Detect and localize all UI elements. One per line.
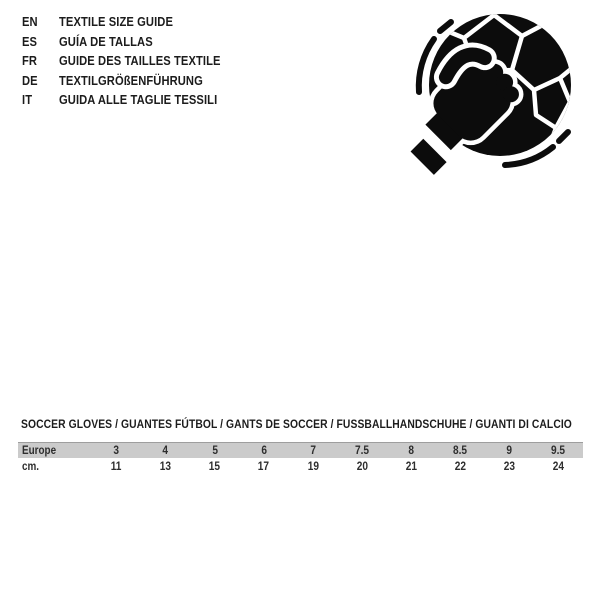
size-value: 6 — [261, 444, 267, 457]
cm-value: 21 — [405, 460, 417, 473]
size-value: 5 — [211, 444, 218, 457]
language-label: GUÍA DE TALLAS — [59, 33, 153, 49]
language-code: ES — [22, 33, 38, 49]
language-row-es — [22, 32, 247, 52]
size-value: 3 — [113, 444, 120, 457]
row-label: Europe — [22, 444, 57, 457]
language-label: TEXTILE SIZE GUIDE — [59, 14, 173, 29]
size-table — [18, 442, 583, 475]
language-label: GUIDE DES TAILLES TEXTILE — [59, 53, 221, 69]
language-row-de — [22, 71, 247, 91]
language-row-it — [22, 90, 247, 110]
size-value: 9.5 — [551, 444, 566, 457]
cm-value: 20 — [356, 460, 368, 473]
cm-value: 15 — [209, 460, 221, 473]
table-row-cm — [18, 458, 583, 475]
size-value: 8.5 — [453, 444, 468, 457]
size-value: 7.5 — [354, 444, 370, 457]
size-value: 8 — [408, 444, 414, 457]
language-row-en — [22, 12, 247, 32]
table-row-europe — [18, 442, 583, 458]
language-code: DE — [22, 72, 38, 88]
cm-value: 24 — [552, 460, 565, 473]
cm-value: 11 — [111, 460, 122, 473]
language-code: FR — [22, 53, 38, 69]
goalkeeper-glove-soccer-ball-icon — [393, 0, 593, 220]
language-list — [22, 12, 247, 110]
language-row-fr — [22, 51, 247, 71]
cm-value: 19 — [307, 460, 319, 473]
size-table-title — [21, 417, 600, 431]
cm-value: 13 — [160, 460, 172, 473]
size-table-title-text: SOCCER GLOVES / GUANTES FÚTBOL / GANTS DE SOCCER / FUSSBALLHANDSCHUHE / GUANTI DI CALCIO — [21, 417, 572, 431]
language-code: IT — [22, 92, 33, 108]
language-label: GUIDA ALLE TAGLIE TESSILI — [59, 92, 218, 108]
cm-value: 22 — [454, 460, 466, 473]
language-label: TEXTILGRÖßENFÜHRUNG — [59, 72, 203, 88]
row-label: cm. — [22, 460, 40, 473]
language-code: EN — [22, 14, 38, 29]
cm-value: 17 — [258, 460, 270, 473]
size-value: 9 — [506, 444, 513, 457]
size-value: 4 — [162, 444, 169, 457]
cm-value: 23 — [503, 460, 515, 473]
size-value: 7 — [310, 444, 316, 457]
